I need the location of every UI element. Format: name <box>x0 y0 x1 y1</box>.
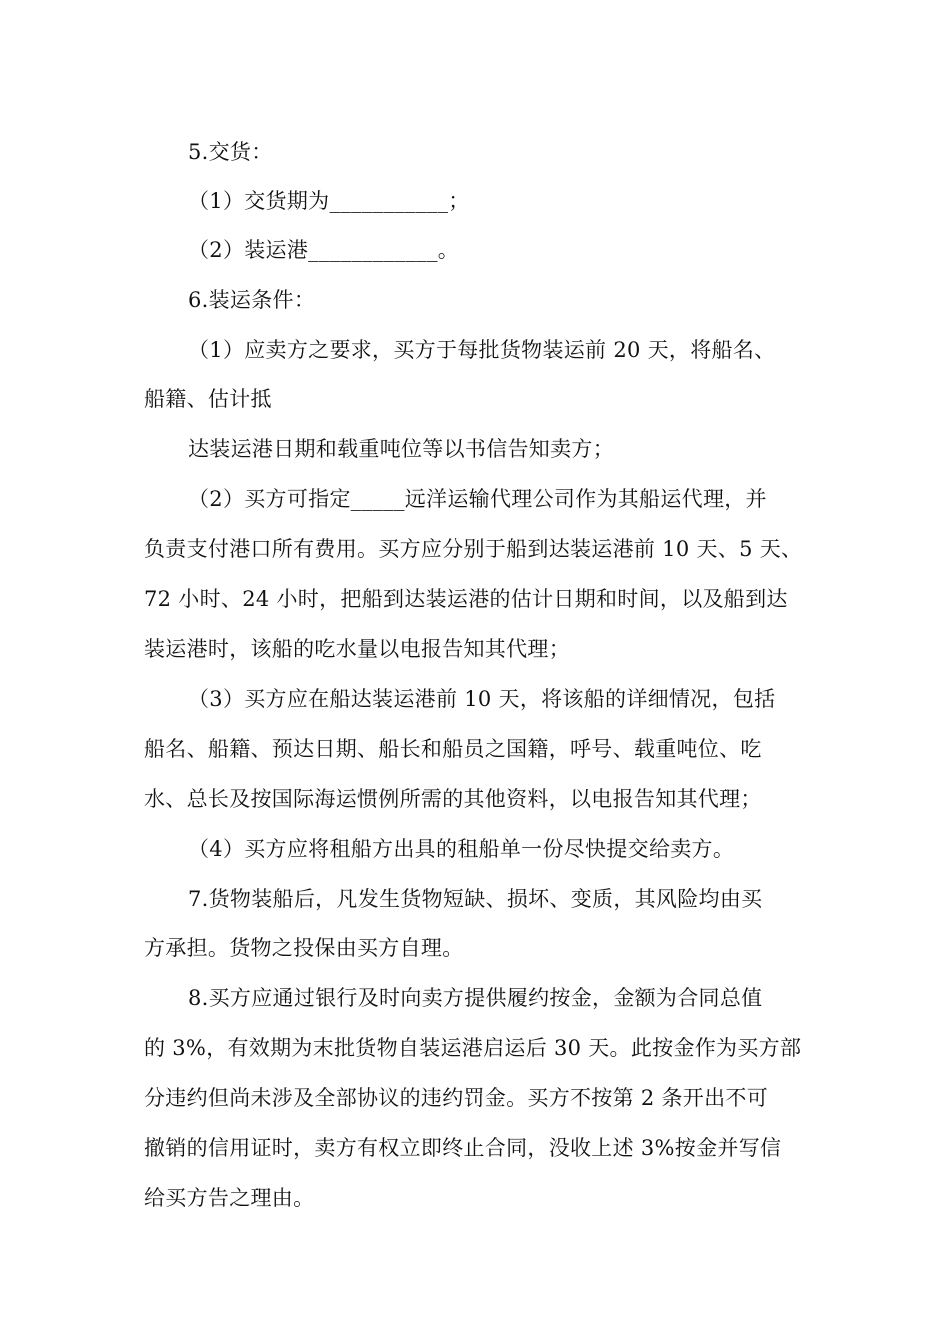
paragraph-line: 的 3%，有效期为末批货物自装运港启运后 30 天。此按金作为买方部 <box>144 1036 802 1060</box>
paragraph-line: 达装运港日期和载重吨位等以书信告知卖方； <box>188 437 614 461</box>
paragraph-line: 给买方告之理由。 <box>144 1186 315 1210</box>
paragraph-line: 船名、船籍、预达日期、船长和船员之国籍，呼号、载重吨位、吃 <box>144 737 762 761</box>
paragraph-line: 水、总长及按国际海运惯例所需的其他资料，以电报告知其代理； <box>144 787 762 811</box>
paragraph-line: 撤销的信用证时，卖方有权立即终止合同，没收上述 3%按金并写信 <box>144 1136 782 1160</box>
section-7-line: 7.货物装船后，凡发生货物短缺、损坏、变质，其风险均由买 <box>188 887 763 911</box>
paragraph-line: （1）应卖方之要求，买方于每批货物装运前 20 天，将船名、 <box>188 338 776 362</box>
paragraph-line: （2）买方可指定_____远洋运输代理公司作为其船运代理，并 <box>188 487 767 511</box>
paragraph-line: 船籍、估计抵 <box>144 387 272 411</box>
paragraph-line: 负责支付港口所有费用。买方应分别于船到达装运港前 10 天、5 天、 <box>144 537 803 561</box>
paragraph-line: （4）买方应将租船方出具的租船单一份尽快提交给卖方。 <box>188 837 735 861</box>
paragraph-line: 分违约但尚未涉及全部协议的违约罚金。买方不按第 2 条开出不可 <box>144 1086 769 1110</box>
section-8-line: 8.买方应通过银行及时向卖方提供履约按金，金额为合同总值 <box>188 986 763 1010</box>
section-5-heading: 5.交货： <box>188 140 273 164</box>
loading-port-line: （2）装运港____________。 <box>188 238 460 262</box>
paragraph-line: 方承担。货物之投保由买方自理。 <box>144 936 464 960</box>
paragraph-line: 装运港时，该船的吃水量以电报告知其代理； <box>144 637 570 661</box>
paragraph-line: （3）买方应在船达装运港前 10 天，将该船的详细情况，包括 <box>188 687 776 711</box>
section-6-heading: 6.装运条件： <box>188 288 316 312</box>
delivery-period-line: （1）交货期为___________； <box>188 189 470 213</box>
paragraph-line: 72 小时、24 小时，把船到达装运港的估计日期和时间，以及船到达 <box>144 587 788 611</box>
